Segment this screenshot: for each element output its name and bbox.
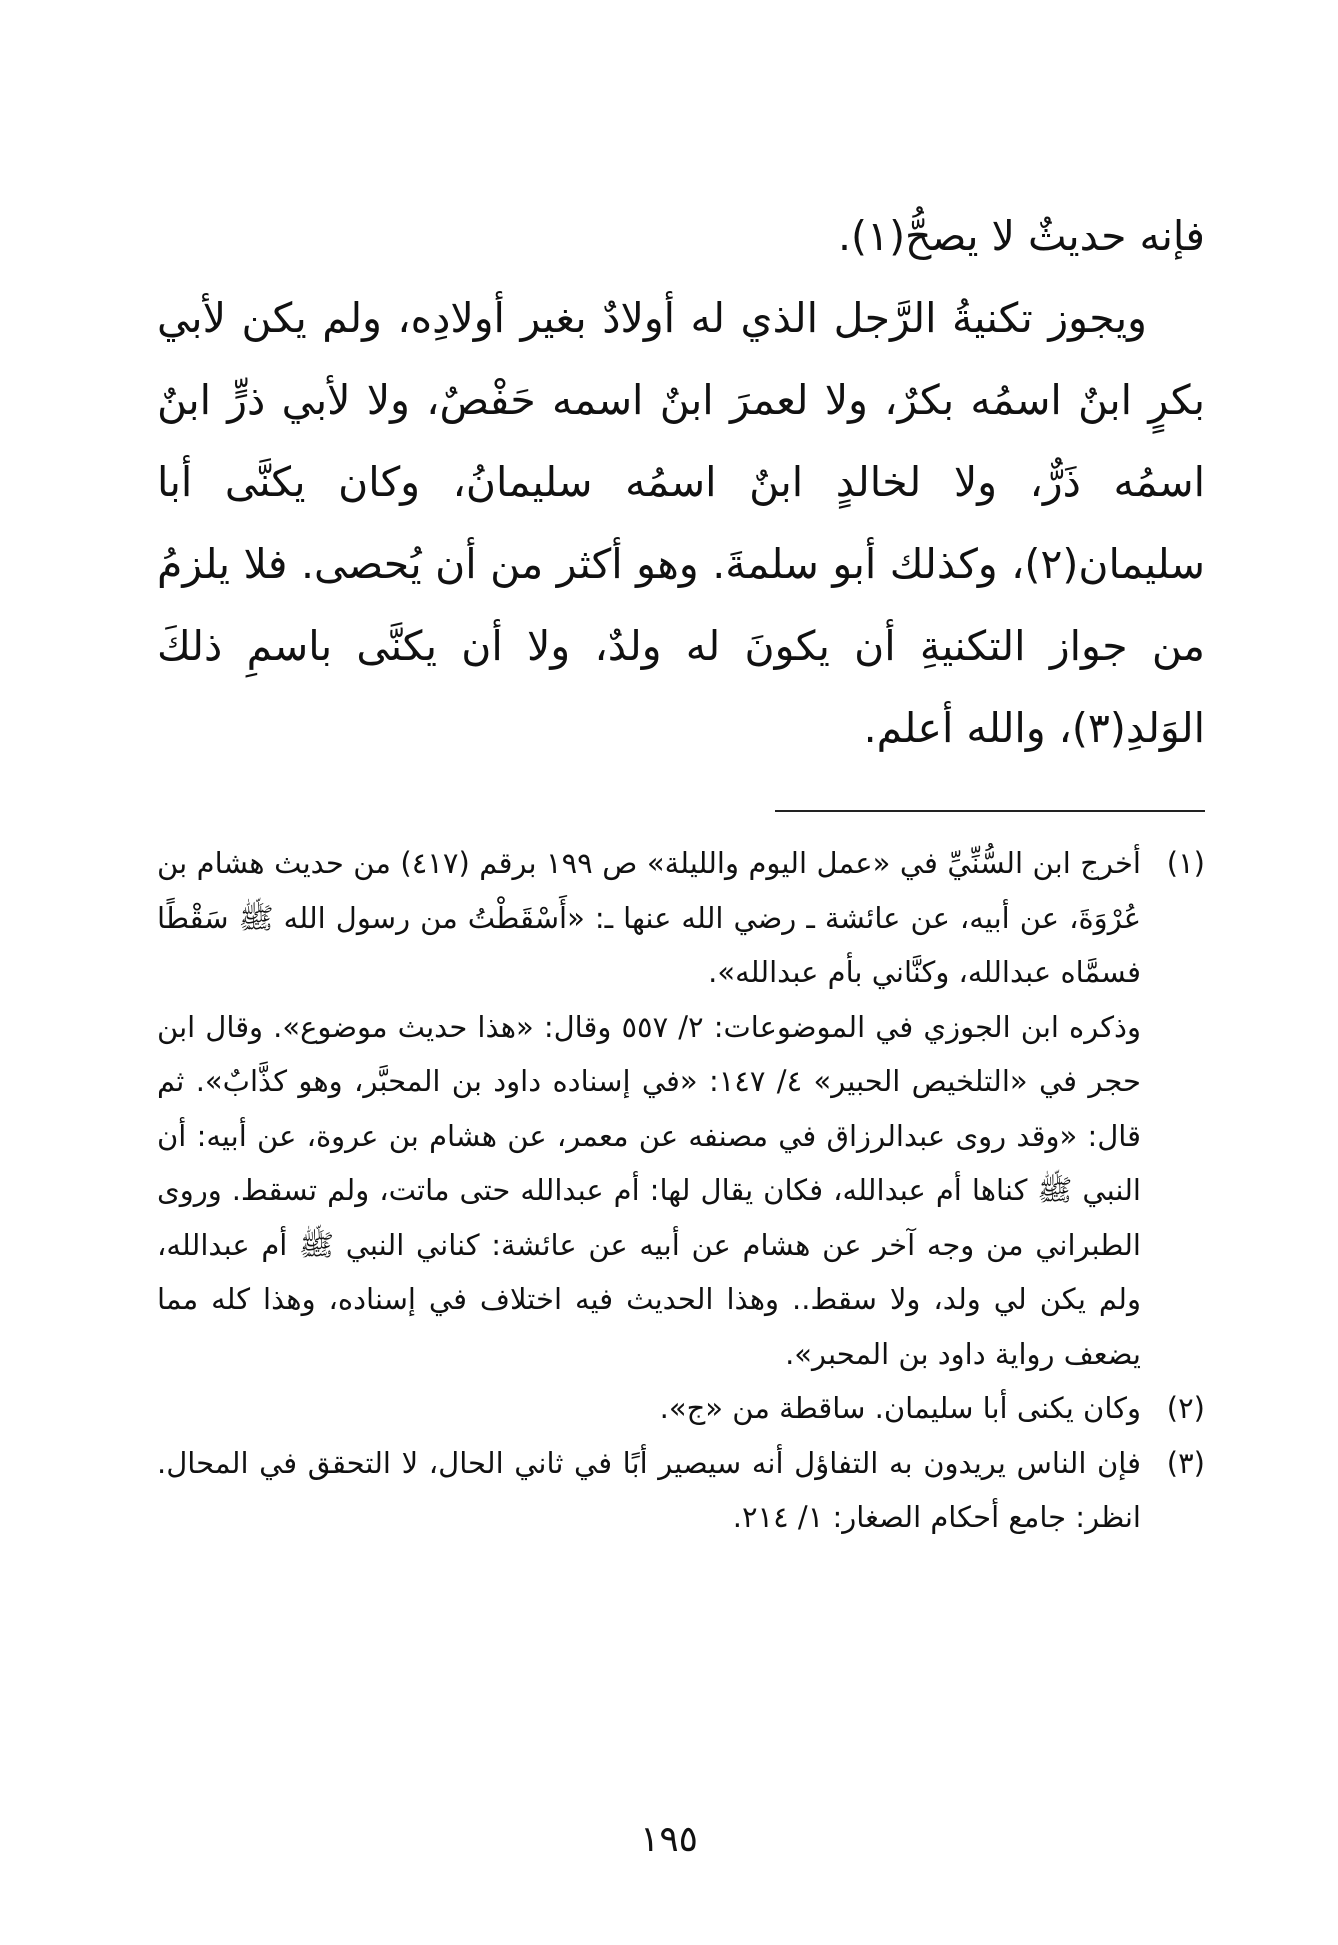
footnote-2-number: (٢) bbox=[1166, 1391, 1205, 1425]
footnote-3-number: (٣) bbox=[1166, 1445, 1205, 1480]
footnote-1 bbox=[157, 836, 1205, 1000]
footnotes-section bbox=[157, 836, 1205, 1545]
footnote-1-continuation: وذكره ابن الجوزي في الموضوعات: ٢/ ٥٥٧ وقال: «هذا حديث موضوع». وقال ابن حجر في «التلخيص الحبير» ٤/ ١٤٧: «في إسناده داود بن المحبَّر، وهو كذَّابٌ». ثم قال: «وقد روى عبدالرزاق في مصنفه عن معمر، عن هشام بن عروة، عن أبيه: أن النبي ﷺ كناها أم عبدالله، فكان يقال لها: أم عبدالله حتى ماتت، ولم تسقط. وروى الطبراني من وجه آخر عن هشام عن أبيه عن عائشة: كناني النبي ﷺ أم عبدالله، ولم يكن لي ولد، ولا سقط.. وهذا الحديث فيه اختلاف في إسناده، وهذا كله مما يضعف رواية داود بن المحبر». bbox=[157, 1009, 1141, 1371]
footnote-3 bbox=[157, 1436, 1205, 1545]
footnote-3-text: فإن الناس يريدون به التفاؤل أنه سيصير أبًا في ثاني الحال، لا التحقق في المحال. انظر: جامع أحكام الصغار: ١/ ٢١٤. bbox=[157, 1445, 1141, 1534]
footnote-divider bbox=[775, 810, 1205, 812]
footnote-2-text: وكان يكنى أبا سليمان. ساقطة من «ج». bbox=[659, 1391, 1141, 1425]
main-paragraph-1: فإنه حديثٌ لا يصحُّ(١). bbox=[838, 212, 1205, 260]
page-number: ١٩٥ bbox=[639, 1819, 698, 1860]
footnote-1-number: (١) bbox=[1166, 846, 1205, 880]
footnote-2 bbox=[157, 1381, 1205, 1436]
main-paragraph-2: ويجوز تكنيةُ الرَّجل الذي له أولادٌ بغير أولادِه، ولم يكن لأبي بكرٍ ابنٌ اسمُه بكرٌ، ولا لعمرَ ابنٌ اسمه حَفْصٌ، ولا لأبي ذرٍّ ابنٌ اسمُه ذَرٌّ، ولا لخالدٍ ابنٌ اسمُه سليمانُ، وكان يكنَّى أبا سليمان(٢)، وكذلك أبو سلمةَ. وهو أكثر من أن يُحصى. فلا يلزمُ من جواز التكنيةِ أن يكونَ له ولدٌ، ولا أن يكنَّى باسمِ ذلكَ الوَلدِ(٣)، والله أعلم. bbox=[157, 294, 1205, 752]
main-body-text bbox=[157, 195, 1205, 769]
footnote-1-text: أخرج ابن السُّنِّيِّ في «عمل اليوم والليلة» ص ١٩٩ برقم (٤١٧) من حديث هشام بن عُرْوَةَ، عن أبيه، عن عائشة ـ رضي الله عنها ـ: «أَسْقَطْتُ من رسول الله ﷺ سَقْطًا فسمَّاه عبدالله، وكنَّاني بأم عبدالله». bbox=[157, 846, 1141, 989]
